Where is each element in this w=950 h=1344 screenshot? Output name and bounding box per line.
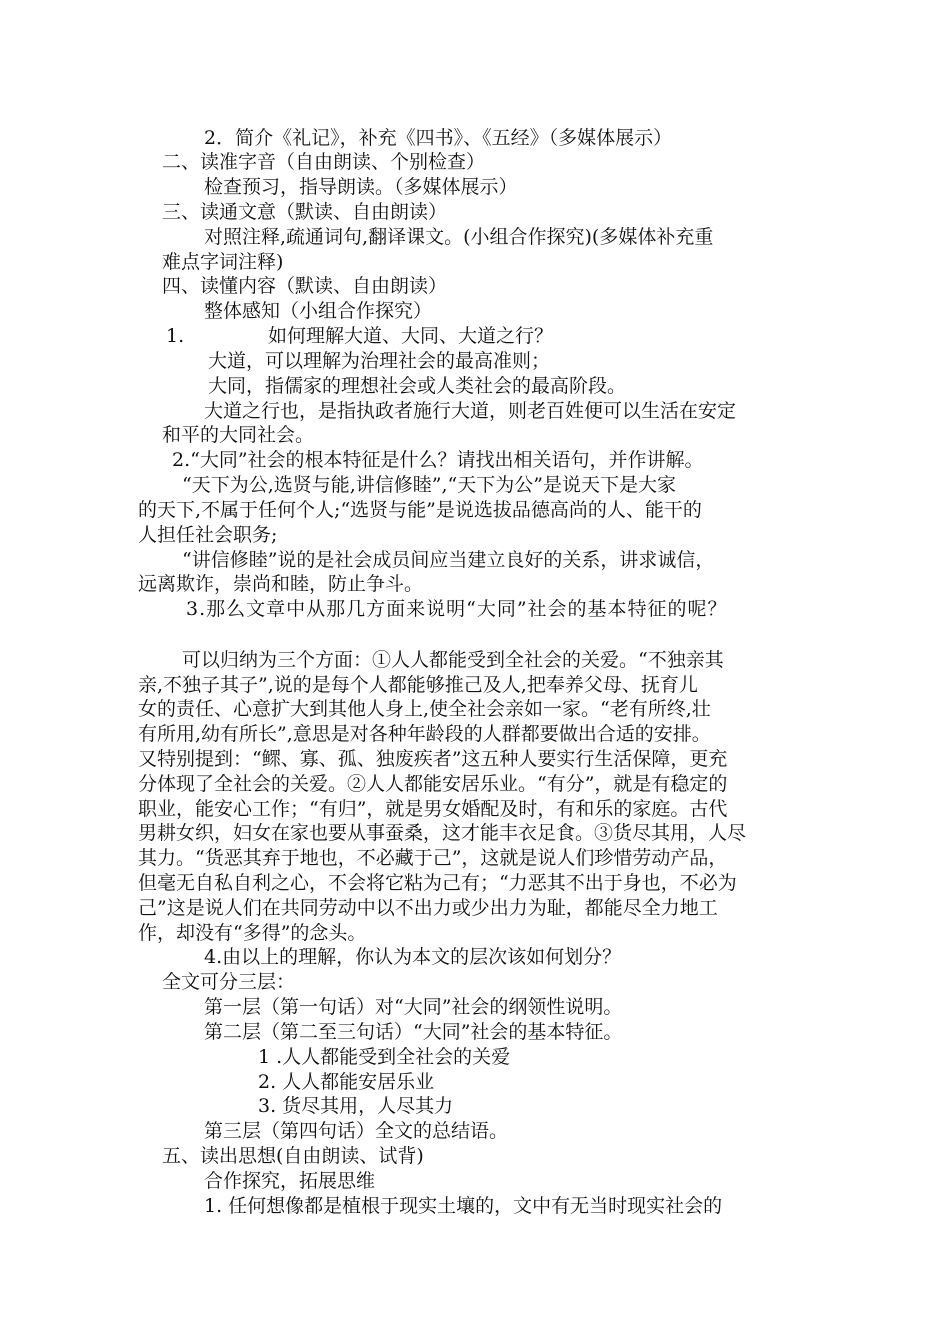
text-line: 己”这是说人们在共同劳动中以不出力或少出力为耻，都能尽全力地工 xyxy=(138,897,718,919)
text-line: 大同，指儒家的理想社会或人类社会的最高阶段。 xyxy=(208,375,627,397)
section-heading: 五、读出思想(自由朗读、试背) xyxy=(162,1145,424,1167)
text-line: 难点字词注释) xyxy=(162,251,284,273)
text-line: 大道，可以理解为治理社会的最高准则； xyxy=(208,350,551,372)
text-line: 全文可分三层： xyxy=(162,971,296,993)
list-number: 1. xyxy=(166,325,185,347)
text-line: 第一层（第一句话）对“大同”社会的纲领性说明。 xyxy=(204,996,623,1018)
text-line: 有所用,幼有所长”,意思是对各种年龄段的人群都要做出合适的安排。 xyxy=(138,723,711,745)
question-line: 2.“大同”社会的根本特征是什么？请找出相关语句，并作讲解。 xyxy=(172,449,704,471)
list-item: 3. 货尽其用，人尽其力 xyxy=(258,1095,454,1117)
text-line: 又特别提到：“鳏、寡、孤、独废疾者”这五种人要实行生活保障，更充 xyxy=(138,748,728,770)
text-line: 作，却没有“多得”的念头。 xyxy=(138,922,367,944)
text-line: 人担任社会职务; xyxy=(138,524,278,546)
text-line: 女的责任、心意扩大到其他人身上,使全社会亲如一家。“老有所终,壮 xyxy=(138,698,711,720)
text-line: 但毫无自私自利之心，不会将它粘为己有；“力恶其不出于身也，不必为 xyxy=(138,872,737,894)
question-line: 3.那么文章中从那几方面来说明“大同”社会的基本特征的呢？ xyxy=(186,598,728,620)
text-line: 2．简介《礼记》，补充《四书》、《五经》（多媒体展示） xyxy=(204,127,673,149)
section-heading: 二、读准字音（自由朗读、个别检查） xyxy=(162,151,486,173)
text-line: 分体现了全社会的关爱。②人人都能安居乐业。“有分”，就是有稳定的 xyxy=(138,773,728,795)
section-heading: 四、读懂内容（默读、自由朗读） xyxy=(162,275,448,297)
text-line: 的天下,不属于任何个人;“选贤与能”是说选拔品德高尚的人、能干的 xyxy=(138,499,702,521)
text-line: 其力。“货恶其弃于地也，不必藏于己”，这就是说人们珍惜劳动产品， xyxy=(138,847,728,869)
text-line: 对照注释,疏通词句,翻译课文。(小组合作探究)(多媒体补充重 xyxy=(204,226,714,248)
list-item: 2. 人人都能安居乐业 xyxy=(258,1071,435,1093)
text-line: “讲信修睦”说的是社会成员间应当建立良好的关系，讲求诚信， xyxy=(182,549,715,571)
text-line: 合作探究，拓展思维 xyxy=(204,1170,376,1192)
text-line: 亲,不独子其子”,说的是每个人都能够推己及人,把奉养父母、抚育儿 xyxy=(138,674,698,696)
text-line: 远离欺诈，崇尚和睦，防止争斗。 xyxy=(138,573,424,595)
question-line: 4.由以上的理解，你认为本文的层次该如何划分？ xyxy=(204,946,622,968)
text-line: 检查预习，指导朗读。（多媒体展示） xyxy=(204,176,518,198)
text-line: 男耕女织，妇女在家也要从事蚕桑，这才能丰衣足食。③货尽其用，人尽 xyxy=(138,822,747,844)
section-heading: 三、读通文意（默读、自由朗读） xyxy=(162,201,448,223)
text-line: 整体感知（小组合作探究） xyxy=(204,300,433,322)
text-line: “天下为公,选贤与能,讲信修睦”,“天下为公”是说天下是大家 xyxy=(182,474,676,496)
text-line: 大道之行也，是指执政者施行大道，则老百姓便可以生活在安定 xyxy=(204,400,737,422)
text-line: 第二层（第二至三句话）“大同”社会的基本特征。 xyxy=(204,1021,623,1043)
text-line: 和平的大同社会。 xyxy=(162,424,315,446)
question-line: 1. 任何想像都是植根于现实土壤的，文中有无当时现实社会的 xyxy=(204,1195,723,1217)
text-line: 第三层（第四句话）全文的总结语。 xyxy=(204,1120,509,1142)
text-line: 职业，能安心工作；“有归”，就是男女婚配及时，有和乐的家庭。古代 xyxy=(138,798,728,820)
text-line: 可以归纳为三个方面：①人人都能受到全社会的关爱。“不独亲其 xyxy=(182,649,724,671)
list-item: 1 .人人都能受到全社会的关爱 xyxy=(258,1046,511,1068)
question-line: 如何理解大道、大同、大道之行？ xyxy=(268,325,554,347)
